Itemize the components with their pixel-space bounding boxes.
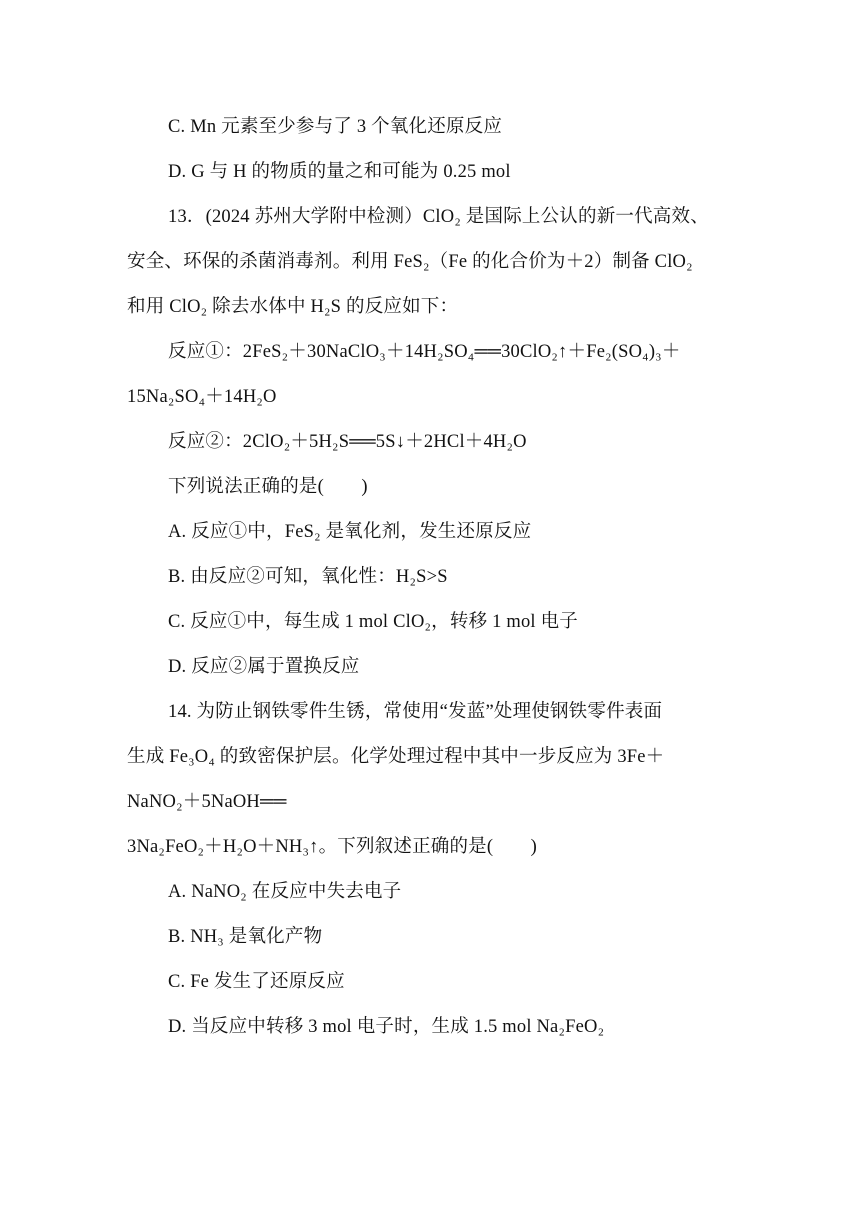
option-b-q14: B. NH₃ 是氧化产物 xyxy=(168,927,323,947)
option-c-q12: C. Mn 元素至少参与了 3 个氧化还原反应 xyxy=(168,117,503,137)
question-14-line-4: 3Na₂FeO₂＋H₂O＋NH₃↑。下列叙述正确的是( ) xyxy=(127,837,537,857)
question-13-prompt: 下列说法正确的是( ) xyxy=(168,477,368,497)
question-13-line-3: 和用 ClO₂ 除去水体中 H₂S 的反应如下： xyxy=(127,297,459,317)
question-13-line-1: 13．(2024 苏州大学附中检测）ClO₂ 是国际上公认的新一代高效、 xyxy=(168,207,709,227)
option-c-q13: C. 反应①中，每生成 1 mol ClO₂，转移 1 mol 电子 xyxy=(168,612,578,632)
reaction-1-line-1: 反应①：2FeS₂＋30NaClO₃＋14H₂SO₄══30ClO₂↑＋Fe₂(SO₄)₃＋ xyxy=(168,342,681,362)
option-c-q14: C. Fe 发生了还原反应 xyxy=(168,972,345,992)
option-d-q14: D. 当反应中转移 3 mol 电子时，生成 1.5 mol Na₂FeO₂ xyxy=(168,1017,605,1037)
option-a-q13: A. 反应①中，FeS₂ 是氧化剂，发生还原反应 xyxy=(168,522,532,542)
question-14-line-3: NaNO₂＋5NaOH══ xyxy=(127,792,287,812)
reaction-1-line-2: 15Na₂SO₄＋14H₂O xyxy=(127,387,277,407)
question-14-line-1: 14. 为防止钢铁零件生锈，常使用“发蓝”处理使钢铁零件表面 xyxy=(168,702,663,722)
option-d-q12: D. G 与 H 的物质的量之和可能为 0.25 mol xyxy=(168,162,511,182)
option-b-q13: B. 由反应②可知，氧化性：H₂S>S xyxy=(168,567,448,587)
question-13-line-2: 安全、环保的杀菌消毒剂。利用 FeS₂（Fe 的化合价为＋2）制备 ClO₂ xyxy=(127,252,693,272)
option-a-q14: A. NaNO₂ 在反应中失去电子 xyxy=(168,882,402,902)
option-d-q13: D. 反应②属于置换反应 xyxy=(168,657,360,677)
reaction-2: 反应②：2ClO₂＋5H₂S══5S↓＋2HCl＋4H₂O xyxy=(168,432,527,452)
question-14-line-2: 生成 Fe₃O₄ 的致密保护层。化学处理过程中其中一步反应为 3Fe＋ xyxy=(127,747,665,767)
